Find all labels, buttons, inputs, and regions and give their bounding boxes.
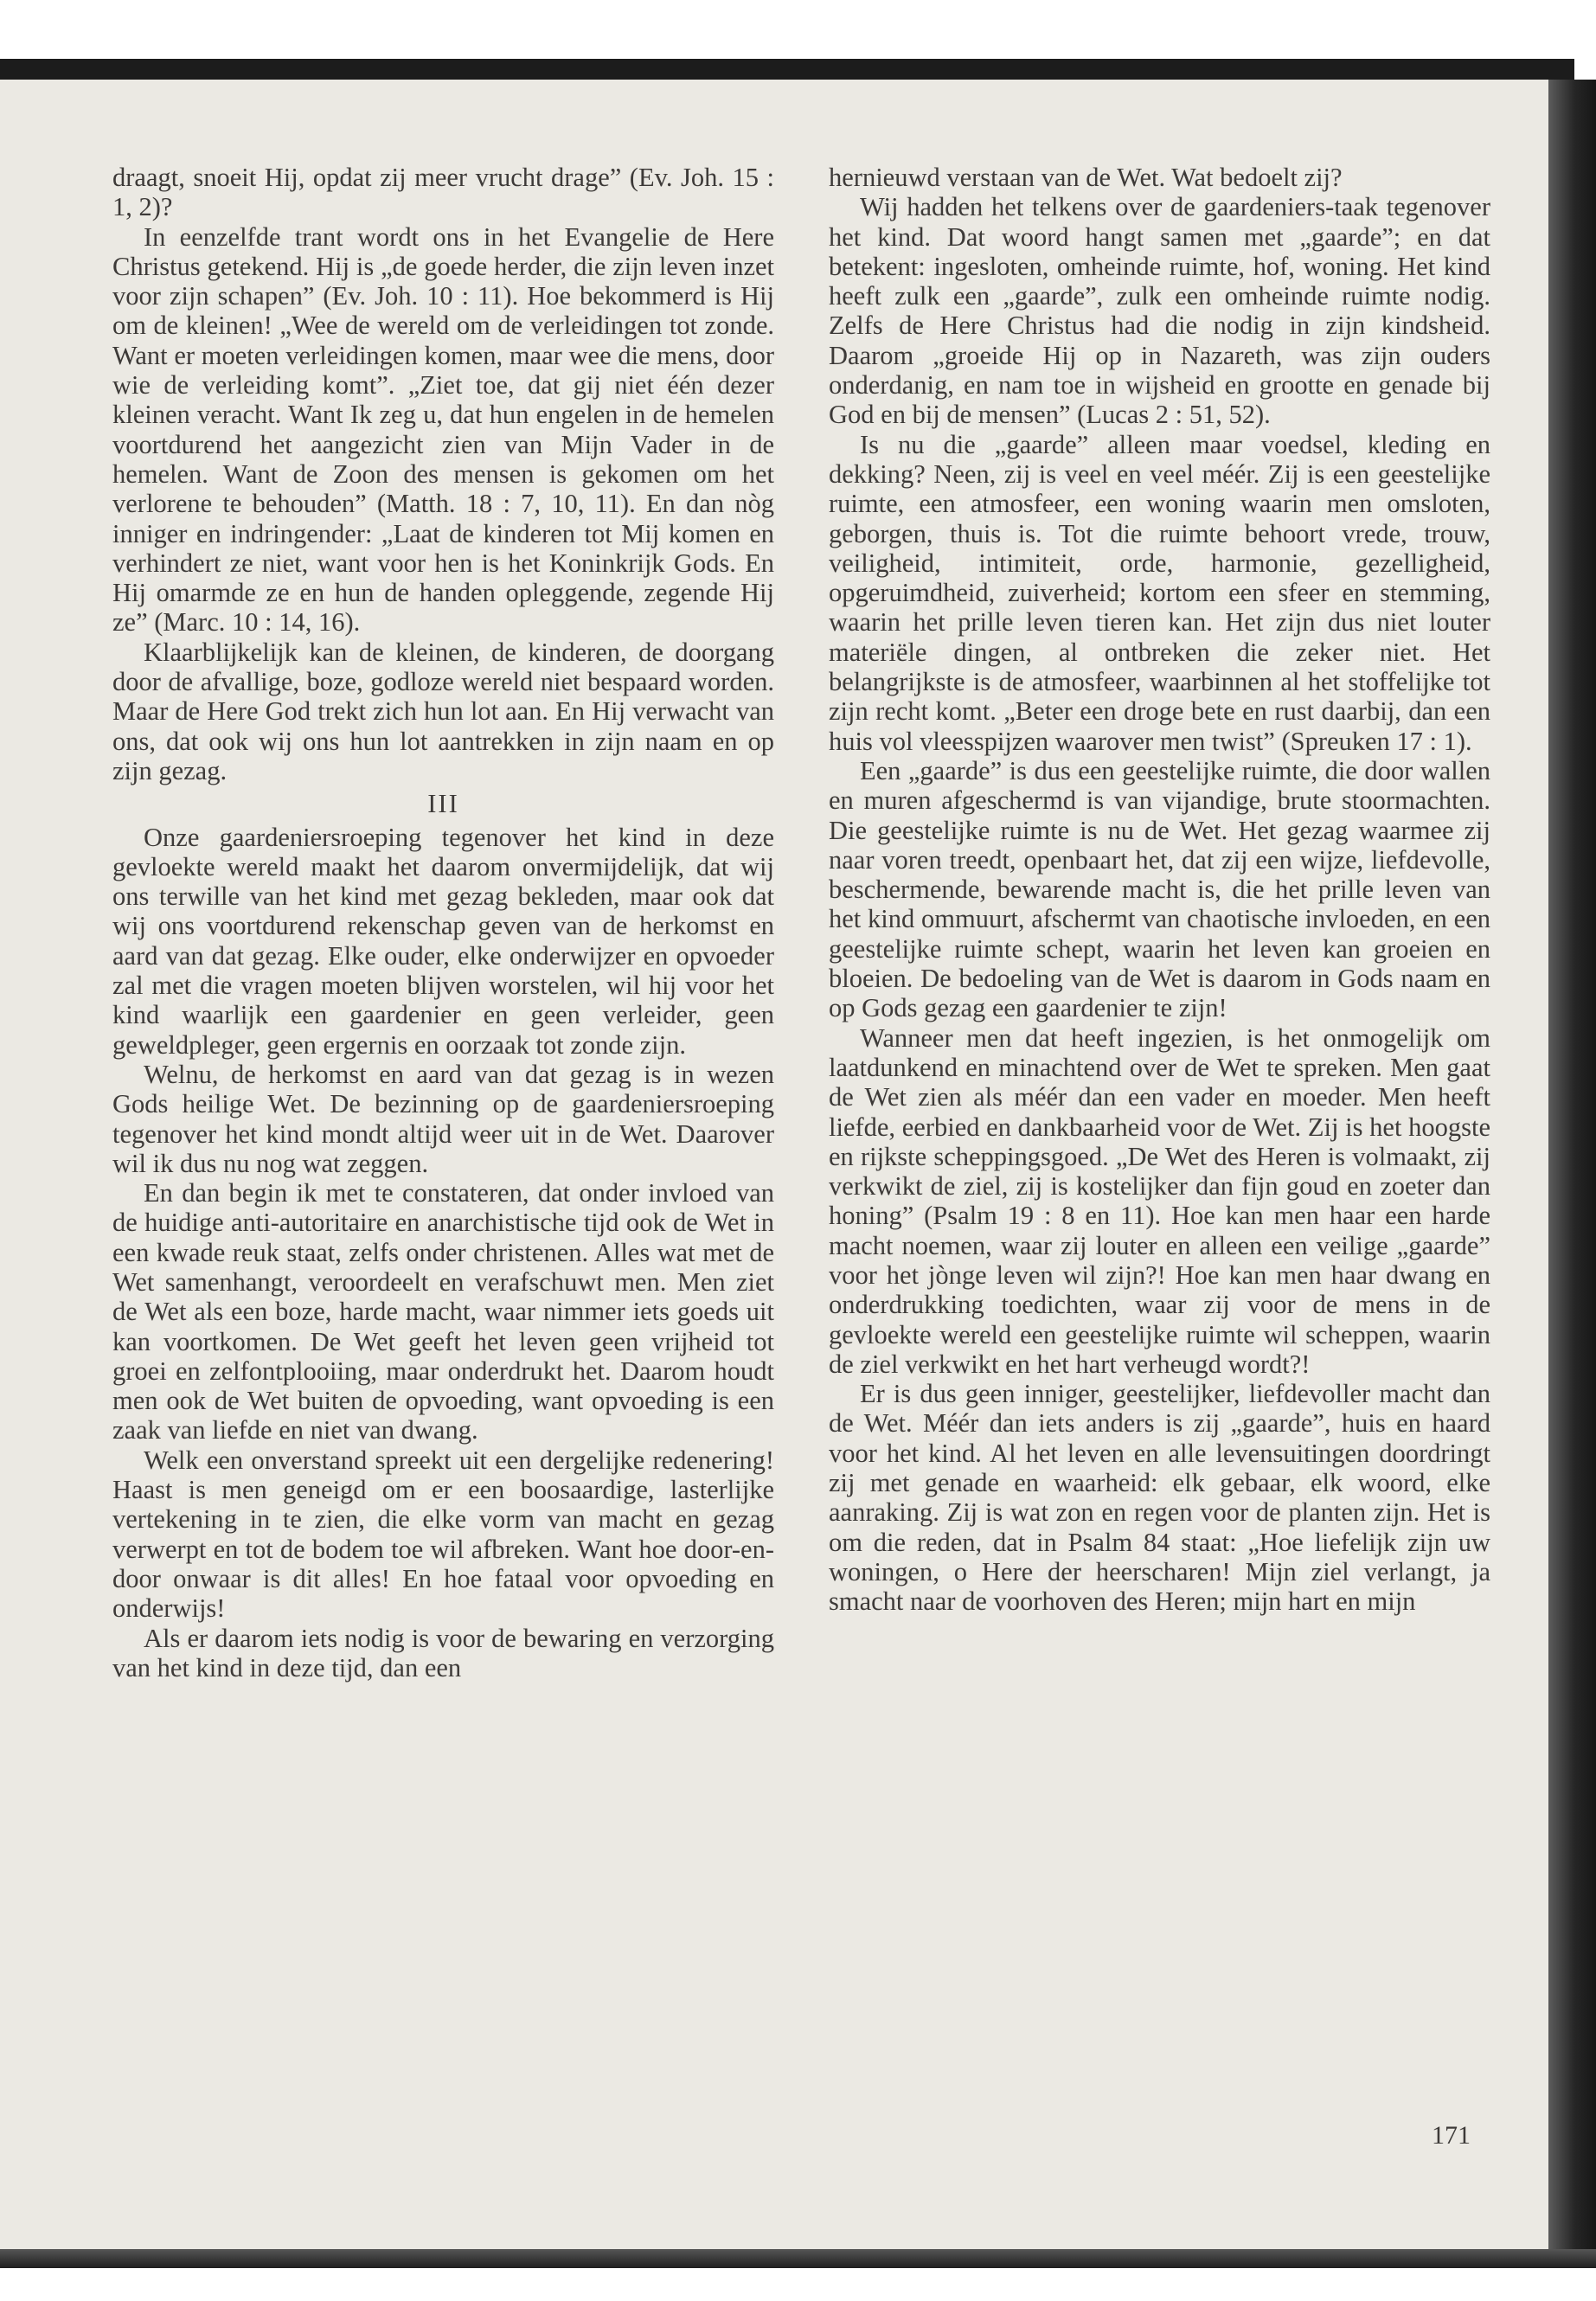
paragraph: draagt, snoeit Hij, opdat zij meer vrucht drage” (Ev. Joh. 15 : 1, 2)? bbox=[112, 163, 774, 222]
page-number: 171 bbox=[1432, 2121, 1471, 2150]
paragraph: Is nu die „gaarde” alleen maar voedsel, kleding en dekking? Neen, zij is veel en veel méér. Zij is een geestelijke ruimte, een atmosfeer, een woning waarin men omsloten, geborgen, thuis is. Tot die ruimte behoort vrede, trouw, veiligheid, intimiteit, orde, harmonie, gezelligheid, opgeruimdheid, zuiverheid; kortom een sfeer en stemming, waarin het prille leven tieren kan. Het zijn dus niet louter materiële dingen, al ontbreken die zeker niet. Het belangrijkste is de atmosfeer, waarbinnen al het stoffelijke tot zijn recht komt. „Beter een droge bete en rust daarbij, dan een huis vol vleesspijzen waarover men twist” (Spreuken 17 : 1). bbox=[829, 429, 1490, 756]
paragraph: Wanneer men dat heeft ingezien, is het onmogelijk om laatdunkend en minachtend over de Wet te spreken. Men gaat de Wet zien als méér dan een vader en moeder. Men heeft liefde, eerbied en dankbaarheid voor de Wet. Zij is het hoogste en rijkste scheppingsgoed. „De Wet des Heren is volmaakt, zij verkwikt de ziel, zij is kostelijker dan fijn goud en zoeter dan honing” (Psalm 19 : 8 en 11). Hoe kan men haar een harde macht noemen, waar zij louter en alleen een veilige „gaarde” voor het jònge leven wil zijn?! Hoe kan men haar dwang en onderdrukking toedichten, waar zij voor de mens in de gevloekte wereld een geestelijke ruimte wil scheppen, waarin de ziel verkwikt en het hart verheugd wordt?! bbox=[829, 1022, 1490, 1379]
paragraph: Wij hadden het telkens over de gaardeniers-taak tegenover het kind. Dat woord hangt samen met „gaarde”; en dat betekent: ingesloten, omheinde ruimte, hof, woning. Het kind heeft zulk een „gaarde”, zulk een omheinde ruimte nodig. Zelfs de Here Christus had die nodig in zijn kindsheid. Daarom „groeide Hij op in Nazareth, was zijn ouders onderdanig, en nam toe in wijsheid en grootte en genade bij God en bij de mensen” (Lucas 2 : 51, 52). bbox=[829, 192, 1490, 430]
paragraph: Een „gaarde” is dus een geestelijke ruimte, die door wallen en muren afgeschermd is van vijandige, brute stoormachten. Die geestelijke ruimte is nu de Wet. Het gezag waarmee zij naar voren treedt, openbaart het, dat zij een wijze, liefdevolle, beschermende, bewarende macht is, die het prille leven van het kind ommuurt, afschermt van chaotische invloeden, en een geestelijke ruimte schept, waarin het leven kan groeien en bloeien. De bedoeling van de Wet is daarom in Gods naam en op Gods gezag een gaardenier te zijn! bbox=[829, 755, 1490, 1023]
book-binding-edge bbox=[0, 59, 1574, 80]
page-bottom-edge bbox=[0, 2249, 1596, 2268]
paragraph: In eenzelfde trant wordt ons in het Evangelie de Here Christus getekend. Hij is „de goede herder, die zijn leven inzet voor zijn schapen” (Ev. Joh. 10 : 11). Hoe bekommerd is Hij om de kleinen! „Wee de wereld om de verleidingen tot zonde. Want er moeten verleidingen komen, maar wee die mens, door wie de verleiding komt”. „Ziet toe, dat gij niet één dezer kleinen veracht. Want Ik zeg u, dat hun engelen in de hemelen voortdurend het aangezicht zien van Mijn Vader in de hemelen. Want de Zoon des mensen is gekomen om het verlorene te behouden” (Matth. 18 : 7, 10, 11). En dan nòg inniger en indringender: „Laat de kinderen tot Mij komen en verhindert ze niet, want voor hen is het Koninkrijk Gods. En Hij omarmde ze en hun de handen opleggende, zegende Hij ze” (Marc. 10 : 14, 16). bbox=[112, 221, 774, 638]
section-heading: III bbox=[427, 789, 459, 819]
paragraph: hernieuwd verstaan van de Wet. Wat bedoelt zij? bbox=[829, 163, 1343, 192]
paragraph: Welk een onverstand spreekt uit een dergelijke redenering! Haast is men geneigd om er een boosaardige, lasterlijke vertekening in te zien, die elke vorm van macht en gezag verwerpt en tot de bodem toe wil afbreken. Want hoe door-en-door onwaar is dit alles! En hoe fataal voor opvoeding en onderwijs! bbox=[112, 1445, 774, 1624]
paragraph: Klaarblijkelijk kan de kleinen, de kinderen, de doorgang door de afvallige, boze, godloze wereld niet bespaard worden. Maar de Here God trekt zich hun lot aan. En Hij verwacht van ons, dat ook wij ons hun lot aantrekken in zijn naam en op zijn gezag. bbox=[112, 637, 774, 785]
paragraph: Als er daarom iets nodig is voor de bewaring en verzorging van het kind in deze tijd, dan een bbox=[112, 1623, 774, 1682]
paragraph: Onze gaardeniersroeping tegenover het kind in deze gevloekte wereld maakt het daarom onvermijdelijk, dat wij ons terwille van het kind met gezag bekleden, maar ook dat wij ons voortdurend rekenschap geven van de herkomst en aard van dat gezag. Elke ouder, elke onderwijzer en opvoeder zal met die vragen moeten blijven worstelen, wil hij voor het kind waarlijk een gaardenier en geen verleider, geen geweldpleger, geen ergernis en oorzaak tot zonde zijn. bbox=[112, 822, 774, 1060]
paragraph: En dan begin ik met te constateren, dat onder invloed van de huidige anti-autoritaire en anarchistische tijd ook de Wet in een kwade reuk staat, zelfs onder christenen. Alles wat met de Wet samenhangt, veroordeelt en verafschuwt men. Men ziet de Wet als een boze, harde macht, waar nimmer iets goeds uit kan voortkomen. De Wet geeft het leven geen vrijheid tot groei en zelfontplooiing, maar onderdrukt het. Daarom houdt men ook de Wet buiten de opvoeding, want opvoeding is een zaak van liefde en niet van dwang. bbox=[112, 1178, 774, 1445]
paragraph: Er is dus geen inniger, geestelijker, liefdevoller macht dan de Wet. Méér dan iets anders is zij „gaarde”, huis en haard voor het kind. Al het leven en alle levensuitingen doordringt zij met genade en waarheid: elk gebaar, elk woord, elke aanraking. Zij is wat zon en regen voor de planten zijn. Het is om die reden, dat in Psalm 84 staat: „Hoe liefelijk zijn uw woningen, o Here der heerscharen! Mijn ziel verlangt, ja smacht naar de voorhoven des Heren; mijn hart en mijn bbox=[829, 1379, 1490, 1617]
paragraph: Welnu, de herkomst en aard van dat gezag is in wezen Gods heilige Wet. De bezinning op de gaardeniersroeping tegenover het kind mondt altijd weer uit in de Wet. Daarover wil ik dus nu nog wat zeggen. bbox=[112, 1059, 774, 1178]
left-text-column bbox=[112, 163, 774, 1682]
right-text-column bbox=[829, 163, 1490, 1617]
book-spine-shadow bbox=[1548, 80, 1596, 2268]
